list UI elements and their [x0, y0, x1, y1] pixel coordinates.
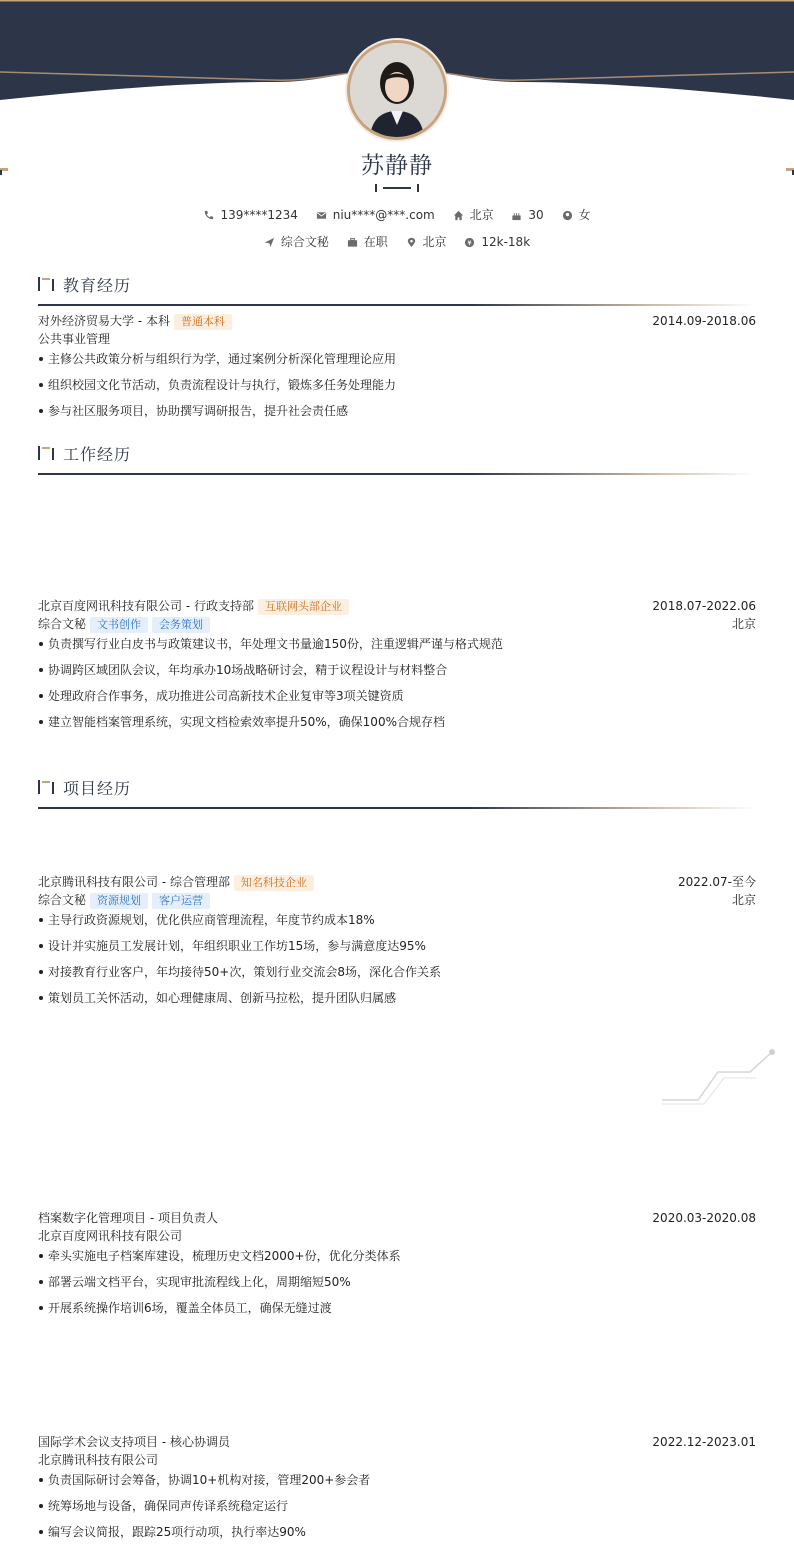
list-item: 主导行政资源规划，优化供应商管理流程，年度节约成本18% [38, 911, 756, 937]
home-icon [453, 210, 464, 221]
date-range: 2022.07-至今 [678, 875, 756, 889]
date-range: 2014.09-2018.06 [652, 314, 756, 328]
email-value: niu****@***.com [332, 207, 435, 222]
phone-icon [203, 210, 214, 221]
gender-value: 女 [578, 208, 591, 222]
section-divider [38, 473, 756, 475]
phone-value: 139****1234 [220, 207, 298, 222]
list-item: 建立智能档案管理系统，实现文档检索效率提升50%，确保100%合规存档 [38, 713, 756, 733]
company-tag: 互联网头部企业 [258, 599, 349, 615]
list-item: 设计并实施员工发展计划，年组织职业工作坊15场，参与满意度达95% [38, 937, 756, 963]
project-org: 北京腾讯科技有限公司 [38, 1453, 159, 1467]
project-name: 档案数字化管理项目 - 项目负责人 [38, 1211, 218, 1225]
list-item: 协调跨区域团队会议，年均承办10场战略研讨会，精于议程设计与材料整合 [38, 661, 756, 687]
project-name: 国际学术会议支持项目 - 核心协调员 [38, 1435, 230, 1449]
work-entry [38, 873, 756, 1015]
name-divider [375, 183, 419, 193]
job-location: 北京 [731, 617, 756, 631]
school-name: 对外经济贸易大学 - 本科 [38, 314, 170, 328]
status-value: 在职 [363, 235, 388, 249]
list-item: 参与社区服务项目，协助撰写调研报告，提升社会责任感 [38, 402, 756, 428]
job-intention-row [0, 233, 794, 250]
section-divider [38, 304, 756, 306]
school-tag: 普通本科 [174, 314, 232, 330]
list-item: 处理政府合作事务，成功推进公司高新技术企业复审等3项关键资质 [38, 687, 756, 713]
list-item: 部署云端文档平台，实现审批流程线上化，周期缩短50% [38, 1273, 756, 1299]
money-icon [464, 237, 475, 248]
status-item [347, 233, 388, 250]
target-city-item [406, 233, 447, 250]
gender-item [562, 206, 591, 223]
age-value: 30 [528, 207, 544, 222]
city-value: 北京 [469, 208, 494, 222]
user-icon [562, 210, 573, 221]
education-section [38, 273, 756, 295]
company-tag: 知名科技企业 [234, 875, 314, 891]
education-entry [38, 312, 756, 428]
company-name: 北京腾讯科技有限公司 - 综合管理部 [38, 875, 230, 889]
skill-tag: 会务策划 [152, 617, 210, 633]
list-item: 负责撰写行业白皮书与政策建议书，年处理文书量逾150份，注重逻辑严谨与格式规范 [38, 635, 756, 661]
cake-icon [511, 210, 522, 221]
project-entry [38, 1433, 756, 1549]
section-title: 项目经历 [63, 779, 132, 798]
job-location: 北京 [731, 893, 756, 907]
company-name: 北京百度网讯科技有限公司 - 行政支持部 [38, 599, 254, 613]
skill-tag: 文书创作 [90, 617, 148, 633]
list-item: 牵头实施电子档案库建设，梳理历史文档2000+份，优化分类体系 [38, 1247, 756, 1273]
section-marker-icon [38, 446, 56, 460]
date-range: 2020.03-2020.08 [652, 1211, 756, 1225]
job-role: 综合文秘 [38, 893, 87, 907]
list-item: 对接教育行业客户，年均接待50+次，策划行业交流会8场，深化合作关系 [38, 963, 756, 989]
project-section [38, 776, 756, 798]
list-item: 编写会议简报，跟踪25项行动项，执行率达90% [38, 1523, 756, 1549]
age-item [511, 208, 543, 222]
section-divider [38, 807, 756, 809]
briefcase-icon [347, 237, 358, 248]
send-icon [264, 237, 275, 248]
candidate-name: 苏静静 [361, 153, 433, 179]
list-item: 组织校园文化节活动，负责流程设计与执行，锻炼多任务处理能力 [38, 376, 756, 402]
email-icon [316, 210, 327, 221]
phone-item [203, 208, 297, 222]
contact-info-row [0, 206, 794, 223]
date-range: 2018.07-2022.06 [652, 599, 756, 613]
city-item [453, 206, 494, 223]
salary-item [464, 235, 530, 249]
section-marker-icon [38, 277, 56, 291]
section-marker-icon [38, 780, 56, 794]
work-entry [38, 597, 756, 733]
list-item: 负责国际研讨会筹备，协调10+机构对接，管理200+参会者 [38, 1471, 756, 1497]
project-org: 北京百度网讯科技有限公司 [38, 1229, 183, 1243]
skill-tag: 客户运营 [152, 893, 210, 909]
section-title: 工作经历 [63, 445, 132, 464]
email-item [316, 208, 435, 222]
position-value: 综合文秘 [280, 235, 329, 249]
project-entry [38, 1209, 756, 1319]
list-item: 主修公共政策分析与组织行为学，通过案例分析深化管理理论应用 [38, 350, 756, 376]
salary-value: 12k-18k [481, 234, 531, 249]
skill-tag: 资源规划 [90, 893, 148, 909]
list-item: 开展系统操作培训6场，覆盖全体员工，确保无缝过渡 [38, 1299, 756, 1319]
section-title: 教育经历 [63, 276, 132, 295]
avatar [347, 40, 447, 140]
list-item: 统筹场地与设备，确保同声传译系统稳定运行 [38, 1497, 756, 1523]
list-item: 策划员工关怀活动，如心理健康周、创新马拉松，提升团队归属感 [38, 989, 756, 1015]
corner-decoration [660, 1048, 778, 1108]
location-icon [406, 237, 417, 248]
date-range: 2022.12-2023.01 [652, 1435, 756, 1449]
position-item [264, 233, 329, 250]
job-role: 综合文秘 [38, 617, 87, 631]
target-city-value: 北京 [422, 235, 447, 249]
major: 公共事业管理 [38, 332, 111, 346]
work-section [38, 442, 756, 464]
